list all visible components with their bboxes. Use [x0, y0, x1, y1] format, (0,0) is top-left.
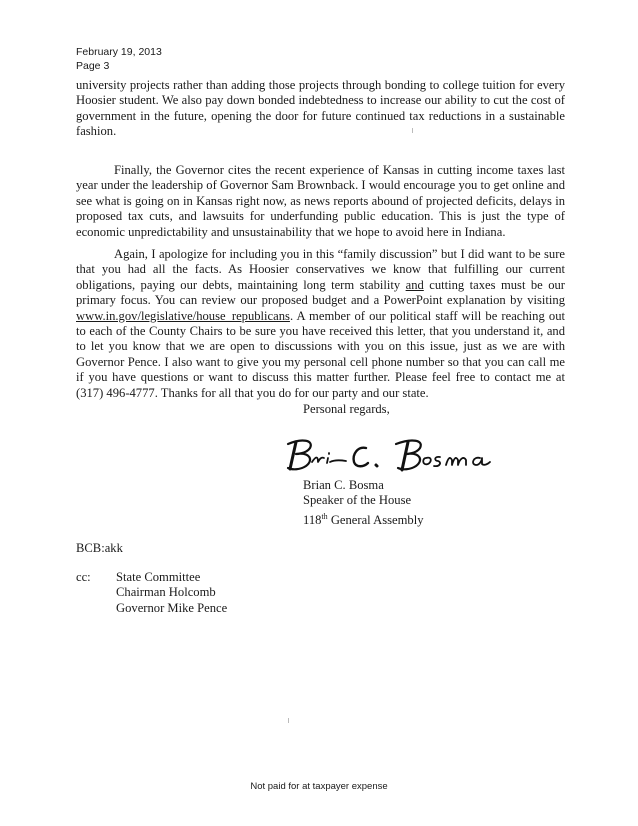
cc-recipient: Chairman Holcomb [116, 585, 216, 600]
underlined-and: and [405, 277, 424, 292]
paragraph-1 [76, 78, 565, 155]
assembly-number: 118 [303, 513, 322, 527]
closing-salutation: Personal regards, [303, 402, 390, 416]
paragraph-3-part3: . A member of our political staff will be reaching out to each of the County Chairs to be sure you have received this letter, that you understand it, and to let you know that we are open to discussions with you on this issue, just as we are with Governor Pence. I also want to give you my personal cell phone number so that you can call me if you have questions or want to discuss this matter further. Please feel free to contact me at (317) 496-4777. Thanks for all that you do for our party and our state. [76, 308, 565, 400]
cc-recipient: Governor Mike Pence [116, 600, 228, 615]
assembly-rest: General Assembly [327, 513, 424, 527]
scan-speck [288, 718, 289, 723]
letter-date: February 19, 2013 [76, 46, 162, 58]
signer-assembly [303, 509, 424, 529]
paragraph-1-text: university projects rather than adding those projects through bonding to college tuition for every Hoosier student. We also pay down bonded indebtedness to increase our ability to cut the cost of government in the future, opening the door for future continued tax reductions in a sustainable fashion. [76, 78, 565, 139]
page-number: Page 3 [76, 60, 110, 72]
cc-recipient-list [116, 570, 227, 616]
page-header [76, 45, 162, 73]
paragraph-3-text [76, 247, 565, 401]
house-republicans-link[interactable]: www.in.gov/legislative/house_republicans [76, 308, 290, 323]
assembly-suffix: th [321, 511, 328, 521]
paragraph-3-part1: Again, I apologize for including you in this “family discussion” but I did want to be sure that you had all the facts. As Hoosier conservatives we know that fulfilling our current obligations, paying our debts, maintaining long term stability [76, 247, 565, 292]
page-footer: Not paid for at taxpayer expense [250, 781, 388, 792]
cc-recipient: State Committee [116, 570, 201, 584]
typist-initials: BCB:akk [76, 541, 123, 555]
signer-name: Brian C. Bosma [303, 478, 384, 492]
handwritten-signature [284, 436, 524, 474]
signer-title: Speaker of the House [303, 493, 412, 508]
paragraph-3 [76, 247, 565, 416]
paragraph-3-part2: cutting taxes must be our primary focus. You can review our proposed budget and a PowerPoint explanation by visiting [76, 277, 565, 308]
signature-block [303, 478, 424, 528]
paragraph-2 [76, 163, 565, 255]
scan-speck [412, 128, 413, 133]
paragraph-2-text: Finally, the Governor cites the recent experience of Kansas in cutting income taxes last year under the leadership of Governor Sam Brownback. I would encourage you to get online and see what is going on in Kansas right now, as news reports abound of projected deficits, delays in proposed tax cuts, and lawsuits for underfunding public education. This is just the type of economic unpredictability and unsustainability that we hope to avoid here in Indiana. [76, 163, 565, 239]
cc-label: cc: [76, 570, 91, 584]
